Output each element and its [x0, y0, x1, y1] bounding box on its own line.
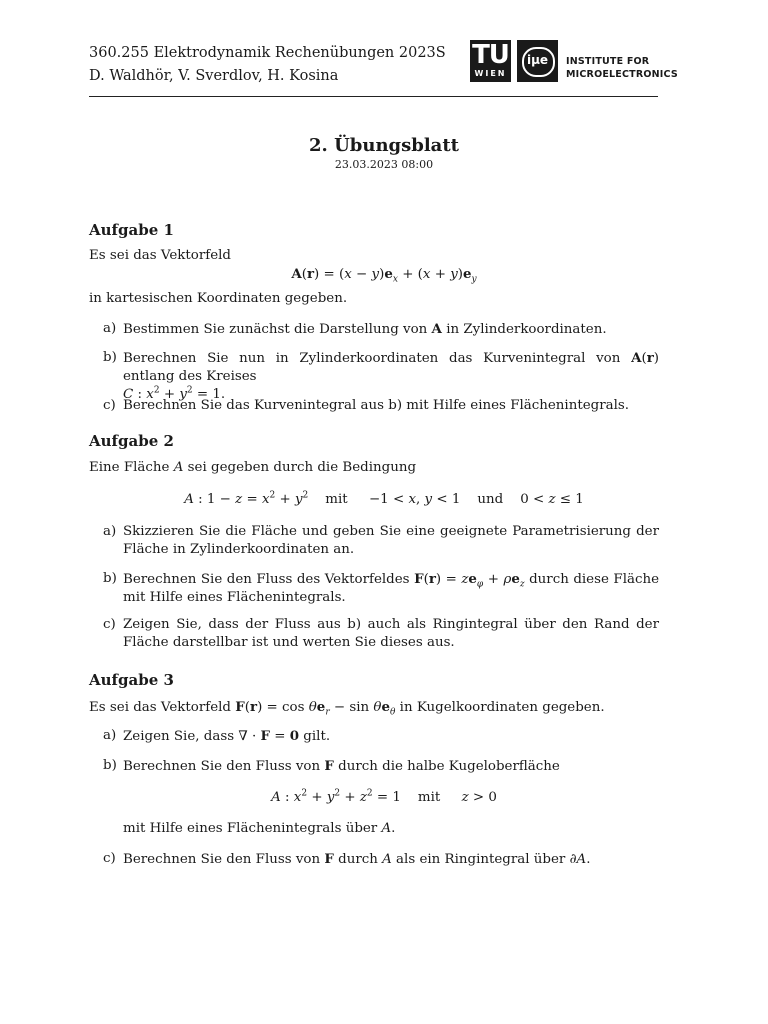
task-3c-text: Berechnen Sie den Fluss von F durch A als ein Ringintegral über ∂A.	[123, 851, 591, 867]
task-3a-text: Zeigen Sie, dass ∇ · F = 0 gilt.	[123, 728, 331, 744]
task-3c-label: c)	[103, 851, 116, 866]
task-2-intro: Eine Fläche A sei gegeben durch die Bedingung	[89, 460, 417, 475]
task-3-heading: Aufgabe 3	[89, 671, 174, 689]
task-2b-text: Berechnen Sie den Fluss des Vektorfeldes $F(r) = ze_\varphi + \rho e_z$ durch diese Fläche mit Hilfe eines Flächenintegrals.	[123, 571, 660, 605]
task-3b-text: Berechnen Sie den Fluss von F durch die halbe Kugeloberfläche	[123, 758, 560, 774]
task-1c-text: Berechnen Sie das Kurvenintegral aus b) mit Hilfe eines Flächenintegrals.	[123, 398, 629, 413]
task-1-heading: Aufgabe 1	[89, 221, 174, 239]
task-1a-label: a)	[103, 321, 117, 336]
tu-logo-text: TU	[472, 40, 509, 70]
task-2-equation: A : $1 - z = x^2 + y^2$ mit −1 < x, y < 1 und 0 < z ≤ 1	[184, 490, 584, 507]
task-1-after: in kartesischen Koordinaten gegeben.	[89, 291, 348, 306]
task-1-intro: Es sei das Vektorfeld	[89, 248, 231, 263]
task-1c-label: c)	[103, 398, 116, 413]
task-3b-label: b)	[103, 758, 117, 773]
task-3a-label: a)	[103, 728, 117, 743]
task-2c-label: c)	[103, 617, 116, 632]
institute-line-1: INSTITUTE FOR	[566, 56, 650, 67]
institute-line-2: MICROELECTRONICS	[566, 69, 678, 80]
task-3b-after: mit Hilfe eines Flächenintegrals über A.	[123, 821, 396, 836]
task-1a-text: Bestimmen Sie zunächst die Darstellung von A in Zylinderkoordinaten.	[123, 321, 607, 337]
task-2b-label: b)	[103, 571, 117, 586]
task-3b-equation: A : $x^2 + y^2 + z^2 = 1$ mit z > 0	[271, 788, 497, 805]
task-1b-text: Berechnen Sie nun in Zylinderkoordinaten das Kurvenintegral von A(r) entlang des Kreises C : $x^2 + y^2 = 1$.	[123, 350, 659, 402]
task-3-intro: Es sei das Vektorfeld $F(r) = \cos \theta e_r - \sin \theta e_\theta$ in Kugelkoordinaten gegeben.	[89, 699, 605, 718]
task-1-equation: $A(r) = (x - y)e_x + (x + y)e_y$	[291, 266, 477, 285]
task-2a-text: Skizzieren Sie die Fläche und geben Sie eine geeignete Parametrisierung der Fläche in Zylinderkoordinaten an.	[123, 524, 659, 557]
ipe-logo	[517, 40, 558, 82]
ipe-logo-text: iμe	[526, 53, 549, 67]
task-1b-label: b)	[103, 350, 117, 365]
sheet-title: 2. Übungsblatt	[309, 135, 459, 156]
wien-logo-text: WIEN	[474, 69, 507, 78]
course-title: 360.255 Elektrodynamik Rechenübungen 2023S	[89, 45, 446, 61]
header-rule	[89, 96, 658, 97]
task-2-heading: Aufgabe 2	[89, 432, 174, 450]
tu-wien-logo	[470, 40, 511, 82]
institute-name	[566, 55, 678, 81]
task-2c-text: Zeigen Sie, dass der Fluss aus b) auch als Ringintegral über den Rand der Fläche darstellbar ist und werten Sie dieses aus.	[123, 617, 659, 650]
authors: D. Waldhör, V. Sverdlov, H. Kosina	[89, 68, 339, 84]
sheet-date: 23.03.2023 08:00	[334, 158, 434, 171]
task-2a-label: a)	[103, 524, 117, 539]
